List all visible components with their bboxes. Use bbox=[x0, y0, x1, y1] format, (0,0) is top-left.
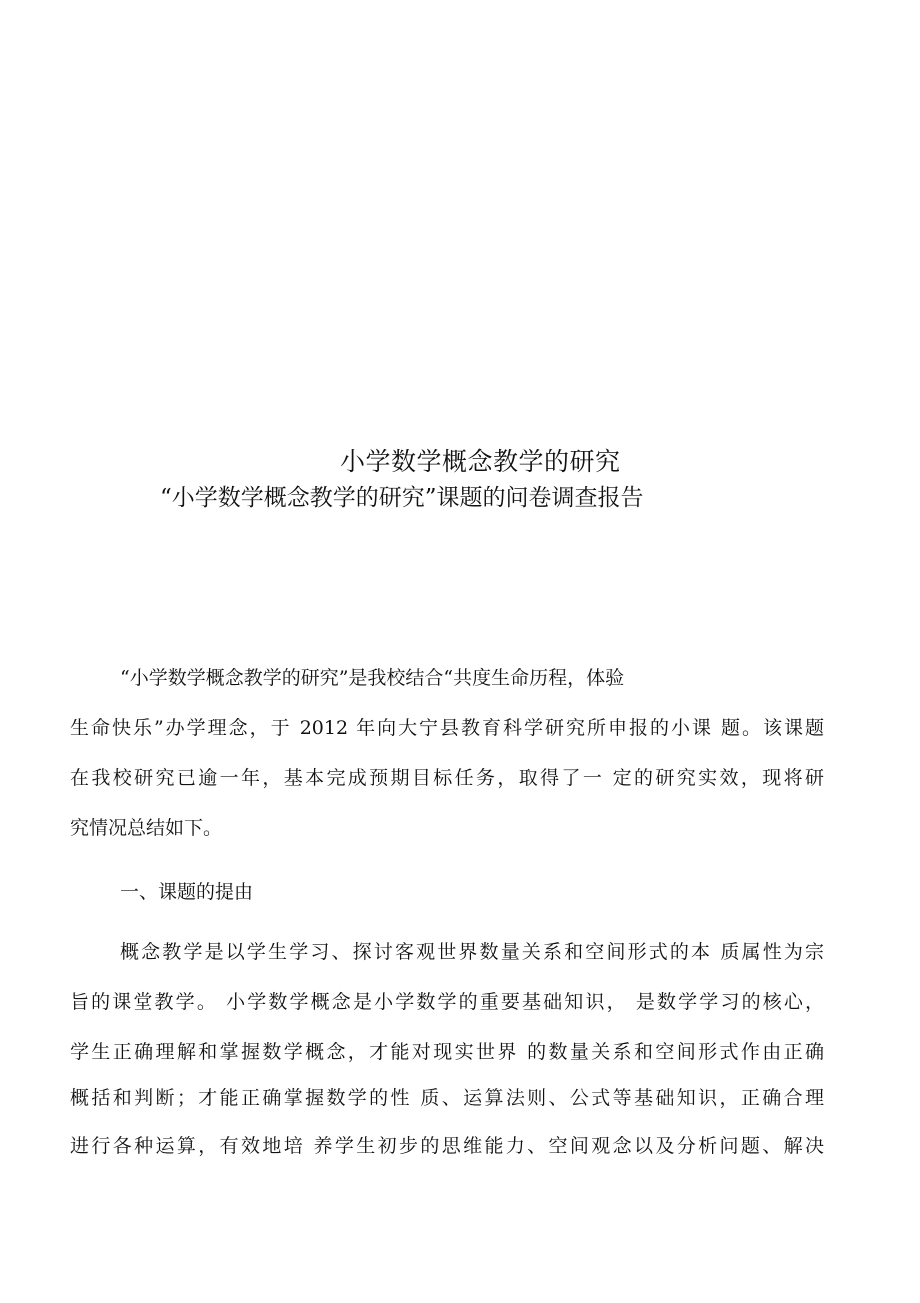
paragraph-line: 旨的课堂教学。 小学数学概念是小学数学的重要基础知识， 是数学学习的核心， bbox=[70, 991, 824, 1013]
paragraph-line: 究情况总结如下。 bbox=[70, 817, 223, 839]
document-title: 小学数学概念教学的研究 bbox=[340, 447, 621, 476]
paragraph-line: 进行各种运算，有效地培 养学生初步的思维能力、空间观念以及分析问题、解决 bbox=[70, 1135, 824, 1157]
paragraph-line: 学生正确理解和掌握数学概念，才能对现实世界 的数量关系和空间形式作由正确 bbox=[70, 1041, 824, 1063]
paragraph-line: 生命快乐”办学理念，于 2012 年向大宁县教育科学研究所申报的小课 题。该课题 bbox=[70, 717, 824, 739]
document-subtitle: “小学数学概念教学的研究”课题的问卷调查报告 bbox=[160, 485, 644, 511]
paragraph-line: 概括和判断；才能正确掌握数学的性 质、运算法则、公式等基础知识，正确合理 bbox=[70, 1087, 824, 1109]
paragraph-line: 在我校研究已逾一年，基本完成预期目标任务，取得了一 定的研究实效，现将研 bbox=[70, 767, 824, 789]
paragraph-line: “小学数学概念教学的研究”是我校结合“共度生命历程，体验 bbox=[120, 667, 625, 689]
paragraph-line: 概念教学是以学生学习、探讨客观世界数量关系和空间形式的本 质属性为宗 bbox=[120, 941, 824, 963]
section-heading: 一、课题的提由 bbox=[120, 881, 254, 903]
